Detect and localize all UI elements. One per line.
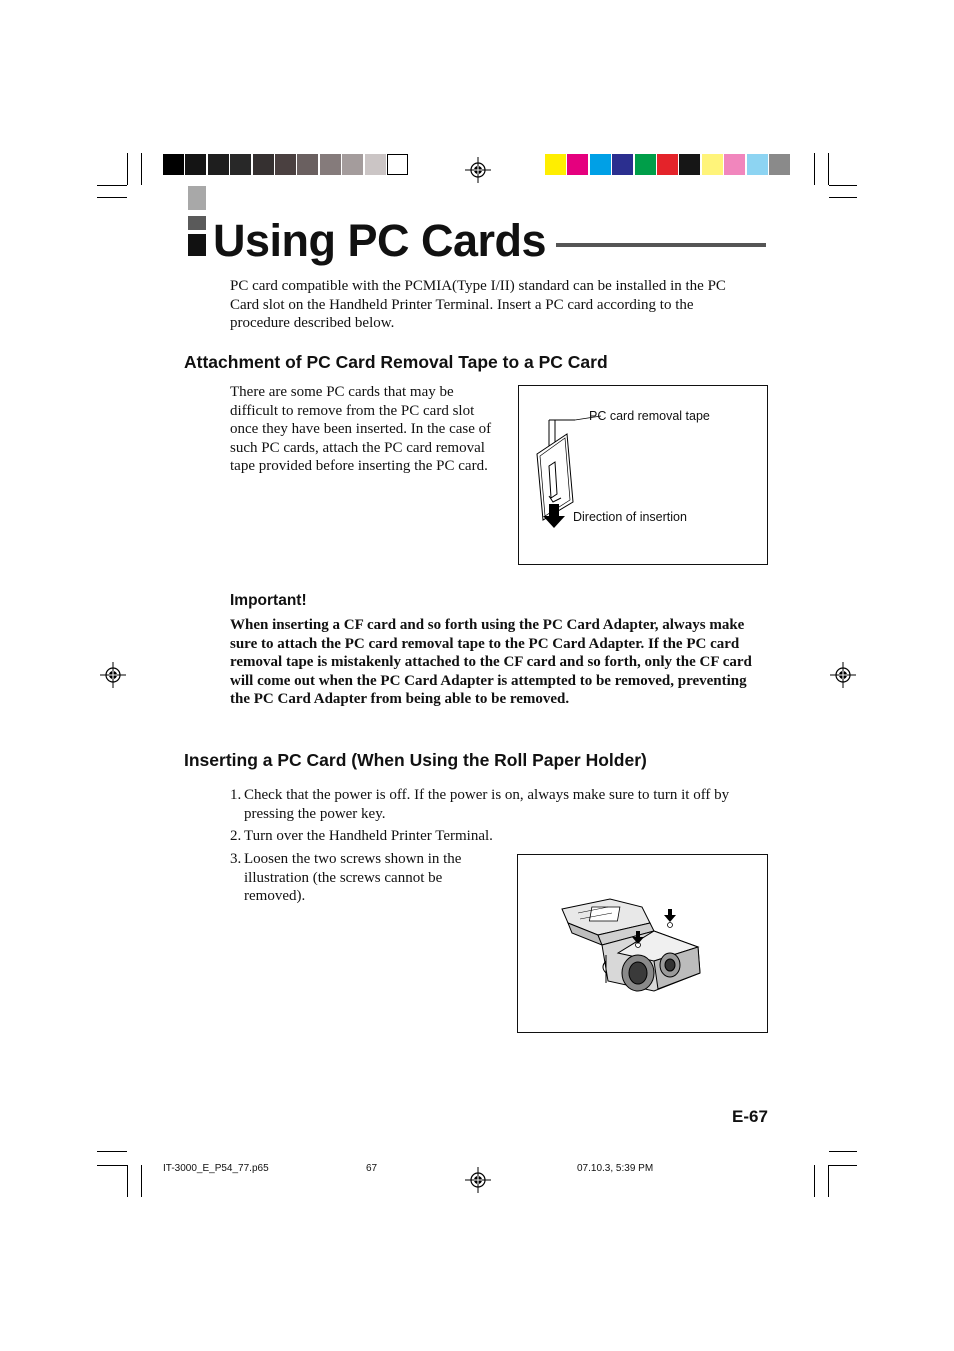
color-swatch xyxy=(590,154,611,175)
color-swatch xyxy=(253,154,274,175)
color-swatch xyxy=(230,154,251,175)
footer-filename: IT-3000_E_P54_77.p65 xyxy=(163,1163,269,1174)
step-text: Loosen the two screws shown in the illustration (the screws cannot be removed). xyxy=(244,851,462,905)
intro-paragraph: PC card compatible with the PCMIA(Type I/II) standard can be installed in the PC Card slot on the Handheld Printer Terminal. Insert a PC card according to the procedure described below. xyxy=(230,278,726,332)
color-swatch xyxy=(163,154,184,175)
important-heading: Important! xyxy=(230,592,307,609)
terminal-screws-figure xyxy=(517,854,768,1033)
title-rule xyxy=(556,243,766,247)
step-text: Check that the power is off. If the power is on, always make sure to turn it off by pressing the power key. xyxy=(244,787,730,822)
color-swatch xyxy=(567,154,588,175)
removal-tape-figure xyxy=(518,385,768,565)
color-swatch xyxy=(702,154,723,175)
step-number: 2. xyxy=(230,828,242,845)
color-swatch xyxy=(724,154,745,175)
color-swatch xyxy=(208,154,229,175)
color-swatch xyxy=(275,154,296,175)
list-item xyxy=(230,850,478,906)
registration-mark-bottom-icon xyxy=(465,1167,491,1193)
color-swatch xyxy=(769,154,790,175)
registration-mark-right-icon xyxy=(830,662,856,688)
color-swatch xyxy=(320,154,341,175)
color-swatch xyxy=(365,154,386,175)
footer-date: 07.10.3, 5:39 PM xyxy=(577,1163,654,1174)
title-accent-block-light xyxy=(188,186,206,210)
title-accent-block-dark xyxy=(188,234,206,256)
footer-page: 67 xyxy=(366,1163,378,1174)
section1-paragraph: There are some PC cards that may be difficult to remove from the PC card slot once they have been inserted. In the case of such PC cards, attach the PC card removal tape provided before inserting the PC card. xyxy=(230,384,492,475)
tape-label: PC card removal tape xyxy=(589,409,710,423)
color-swatch xyxy=(185,154,206,175)
step-list-upper xyxy=(230,786,750,850)
color-swatch xyxy=(297,154,318,175)
color-swatch xyxy=(747,154,768,175)
title-accent-block-mid xyxy=(188,216,206,230)
list-item xyxy=(230,827,750,846)
important-paragraph: When inserting a CF card and so forth using the PC Card Adapter, always make sure to attach the PC card removal tape to the PC Card Adapter. If the PC card removal tape is mistakenly attached to the CF card and so forth, only the CF card will come out when the PC Card Adapter is attempted to be removed, preventing the PC Card Adapter from being able to be removed. xyxy=(230,617,752,708)
direction-label: Direction of insertion xyxy=(573,510,687,524)
step-number: 3. xyxy=(230,851,242,867)
step-number: 1. xyxy=(230,787,242,803)
handheld-terminal-illustration xyxy=(558,895,718,1007)
color-swatch xyxy=(342,154,363,175)
color-swatch xyxy=(612,154,633,175)
color-swatch xyxy=(657,154,678,175)
color-swatch xyxy=(635,154,656,175)
section-heading-removal-tape: Attachment of PC Card Removal Tape to a PC Card xyxy=(184,352,608,372)
color-swatch xyxy=(679,154,700,175)
page-title: Using PC Cards xyxy=(213,215,547,266)
step-text: Turn over the Handheld Printer Terminal. xyxy=(244,828,493,845)
registration-mark-left-icon xyxy=(100,662,126,688)
list-item xyxy=(230,786,750,823)
section-heading-inserting: Inserting a PC Card (When Using the Roll Paper Holder) xyxy=(184,750,647,770)
step-list-lower xyxy=(230,850,478,906)
registration-mark-top-icon xyxy=(465,157,491,183)
color-swatch xyxy=(545,154,566,175)
color-swatch xyxy=(387,154,408,175)
page-number: E-67 xyxy=(732,1107,768,1126)
